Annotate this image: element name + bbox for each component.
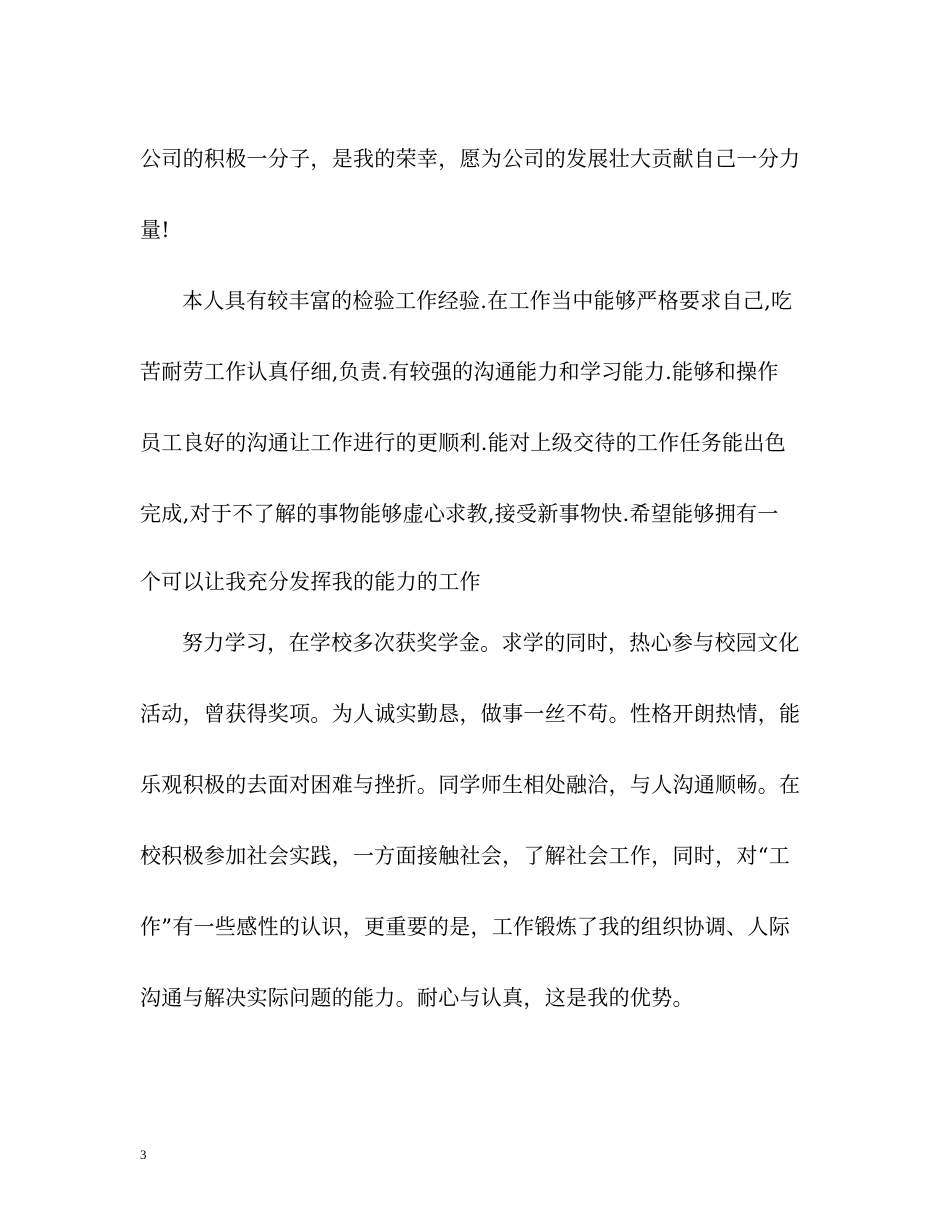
paragraph-1-line-2: 量! — [140, 218, 171, 242]
paragraph-3-line-6: 沟通与解决实际问题的能力。耐心与认真，这是我的优势。 — [140, 986, 694, 1010]
paragraph-3-line-5: 作”有一些感性的认识，更重要的是，工作锻炼了我的组织协调、人际 — [140, 915, 791, 939]
paragraph-3-line-4: 校积极参加社会实践，一方面接触社会，了解社会工作，同时，对“工 — [140, 844, 791, 868]
paragraph-2-line-1: 本人具有较丰富的检验工作经验.在工作当中能够严格要求自己,吃 — [182, 289, 793, 313]
page-number: 3 — [140, 1147, 147, 1162]
paragraph-3-line-2: 活动，曾获得奖项。为人诚实勤恳，做事一丝不苟。性格开朗热情，能 — [140, 702, 801, 726]
paragraph-2-line-5: 个可以让我充分发挥我的能力的工作 — [140, 570, 481, 594]
paragraph-1-line-1: 公司的积极一分子，是我的荣幸，愿为公司的发展壮大贡献自己一分力 — [140, 147, 801, 171]
paragraph-2-line-2: 苦耐劳工作认真仔细,负责.有较强的沟通能力和学习能力.能够和操作 — [140, 360, 779, 384]
paragraph-3-line-3: 乐观积极的去面对困难与挫折。同学师生相处融洽，与人沟通顺畅。在 — [140, 773, 801, 797]
paragraph-2-line-3: 员工良好的沟通让工作进行的更顺利.能对上级交待的工作任务能出色 — [140, 431, 786, 455]
paragraph-2-line-4: 完成,对于不了解的事物能够虚心求教,接受新事物快.希望能够拥有一 — [140, 502, 779, 526]
paragraph-3-line-1: 努力学习，在学校多次获奖学金。求学的同时，热心参与校园文化 — [182, 631, 800, 655]
